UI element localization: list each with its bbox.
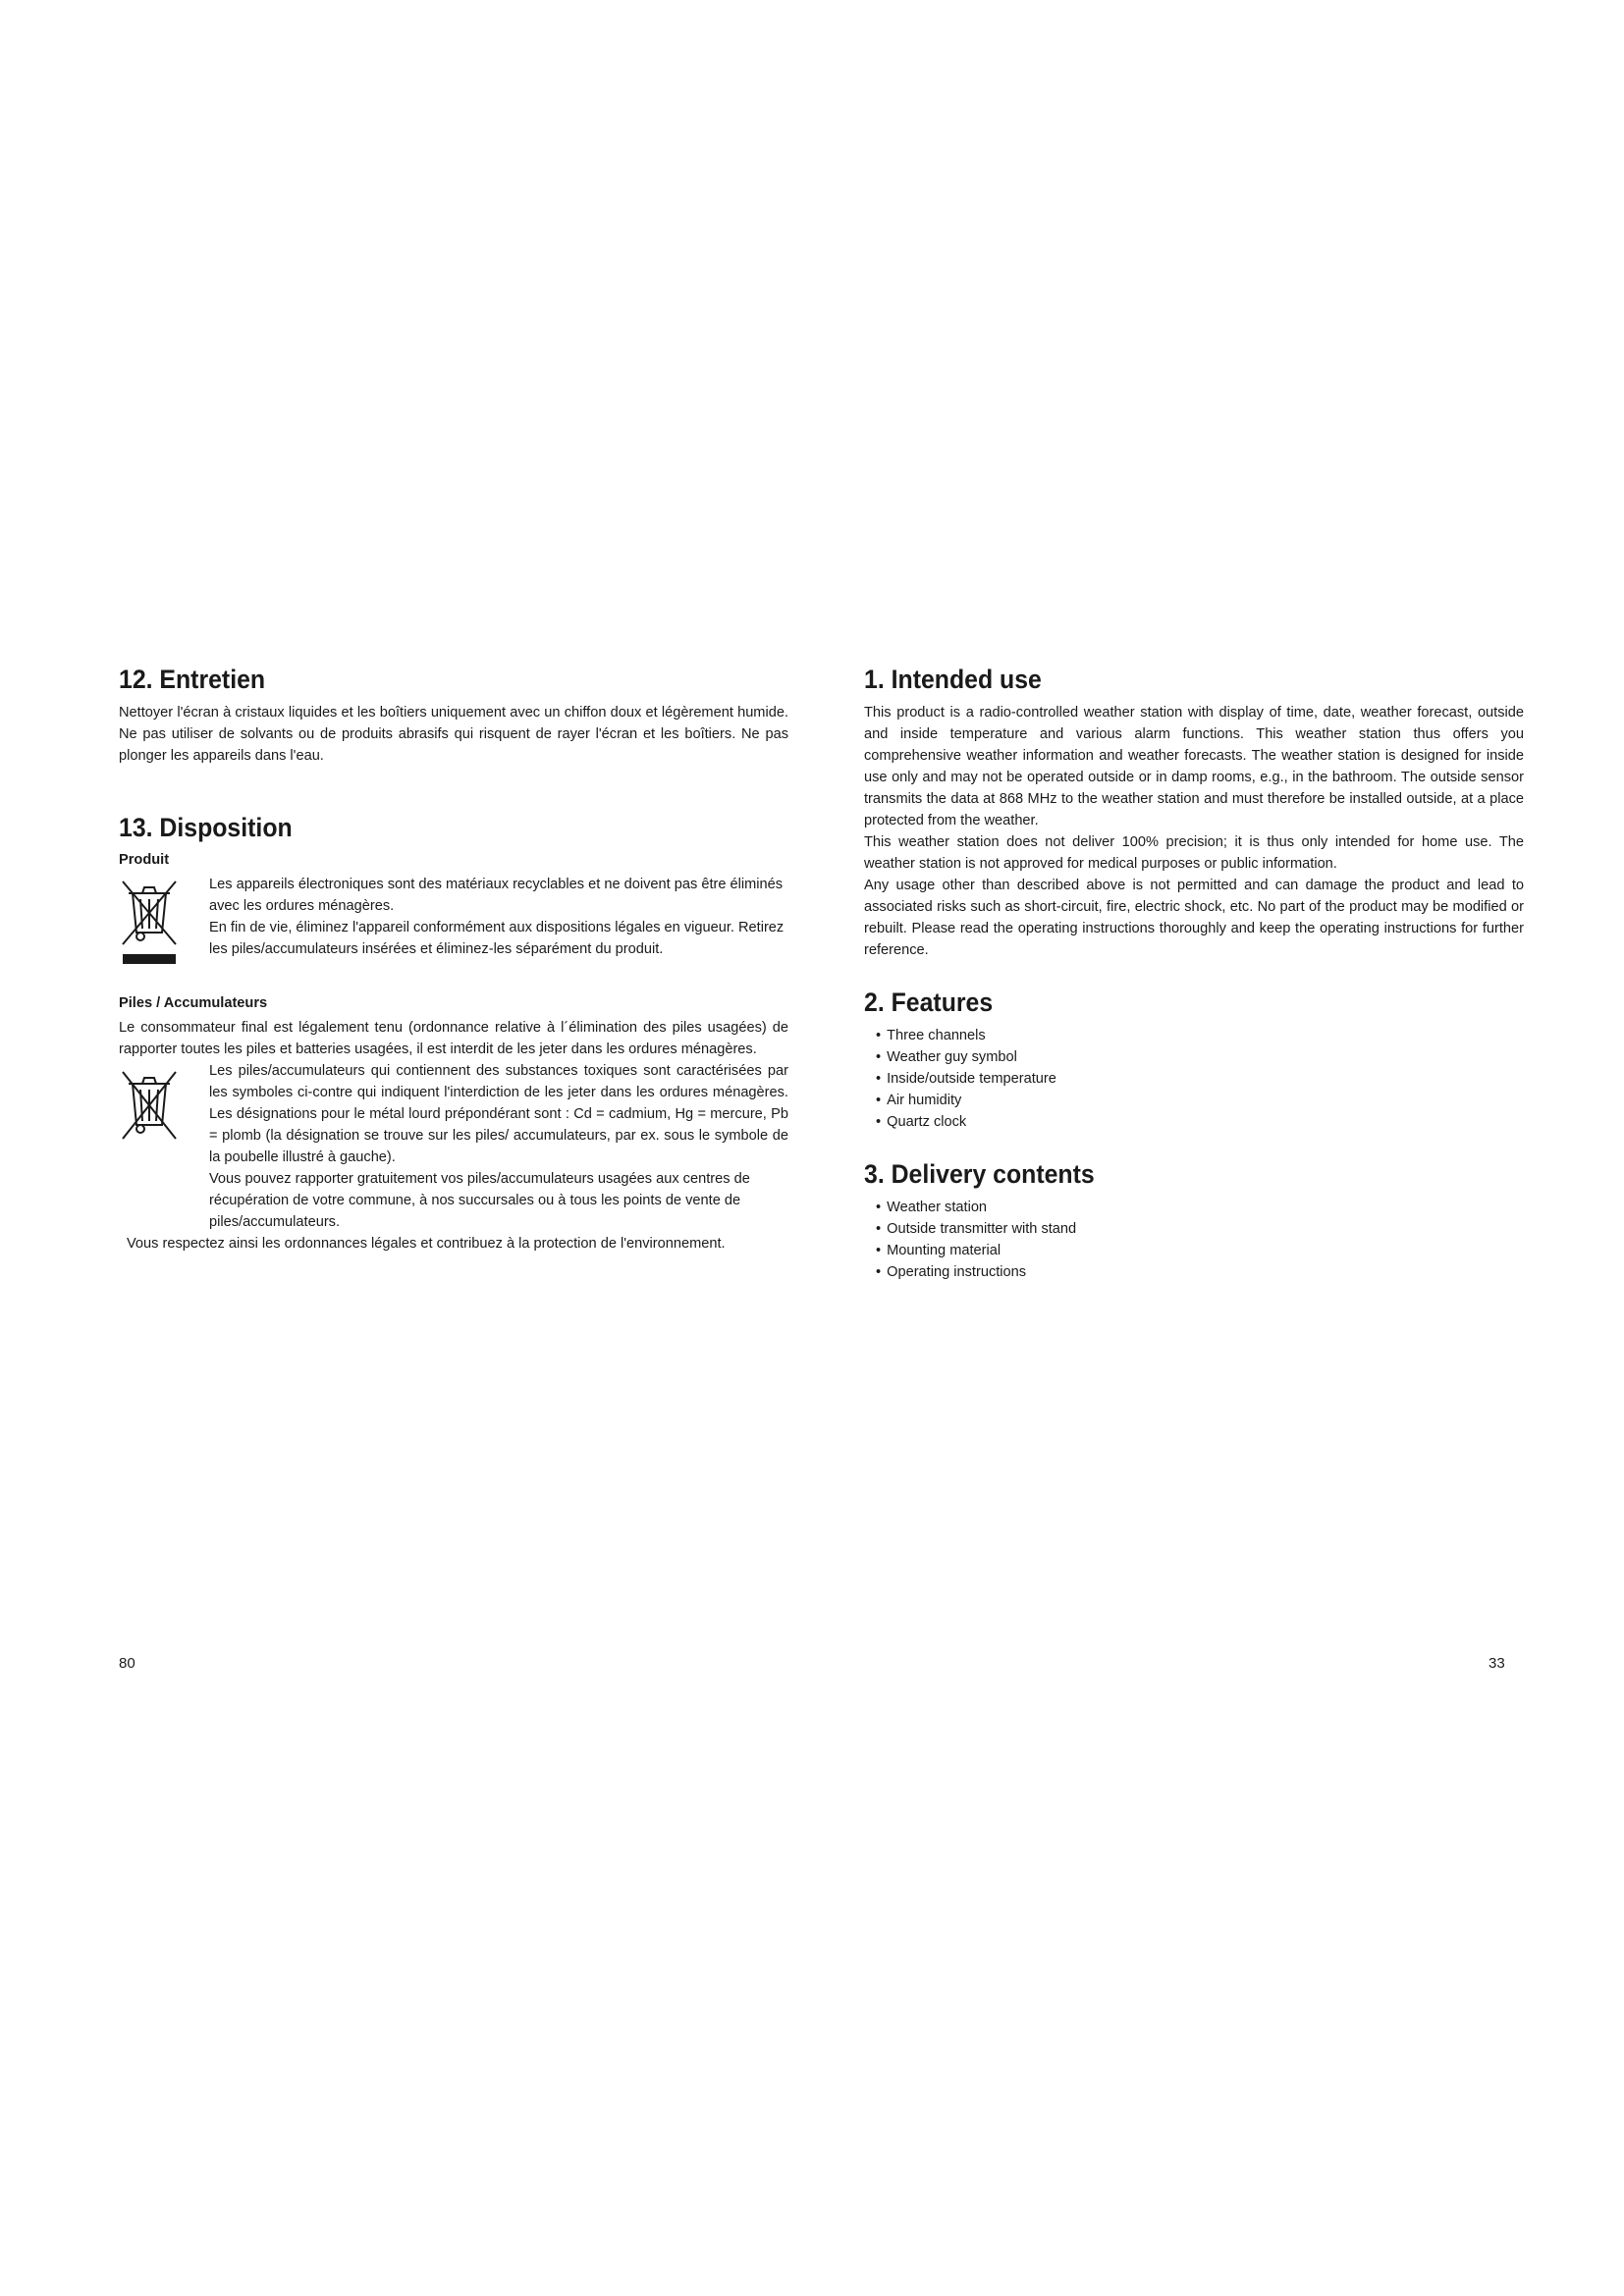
intended-use-text-3: Any usage other than described above is not permitted and can damage the product and lead to associated risks such as short-circuit, fire, electric shock, etc. No part of the product may be modified or rebuilt. Please read the operating instructions thoroughly and keep the operating instructions for further reference. (864, 878, 1524, 958)
delivery-title: 3. Delivery contents (864, 1159, 1095, 1189)
delivery-list (876, 1197, 1524, 1283)
intended-use-title: 1. Intended use (864, 665, 1042, 694)
batteries-text-1: Le consommateur final est légalement tenu (ordonnance relative à l´élimination des piles usagées) de rapporter toutes les piles et batteries usagées, il est interdit de les jeter dans les ordures ménagères. (119, 1020, 788, 1057)
features-title: 2. Features (864, 988, 994, 1017)
page-number-right: 33 (1489, 1655, 1505, 1672)
list-item: • Three channels (876, 1025, 1524, 1046)
closing-text: Vous respectez ainsi les ordonnances légales et contribuez à la protection de l'environnement. (127, 1236, 726, 1252)
list-item: • Outside transmitter with stand (876, 1218, 1524, 1240)
disposition-title: 13. Disposition (119, 813, 293, 842)
list-item: • Weather guy symbol (876, 1046, 1524, 1068)
features-list (876, 1025, 1524, 1133)
product-text-2: En fin de vie, éliminez l'appareil conformément aux dispositions légales en vigueur. Retirez les piles/accumulateurs insérées et éliminez-les séparément du produit. (209, 920, 785, 957)
batteries-text-2: Les piles/accumulateurs qui contiennent des substances toxiques sont caractérisées par les symboles ci-contre qui indiquent l'interdiction de les jeter dans les ordures ménagères. Les désignations pour le métal lourd prépondérant sont : Cd = cadmium, Hg = mercure, Pb = plomb (la désignation se trouve sur les piles/ accumulateurs, par ex. sous le symbole de la poubelle illustré à gauche). (209, 1063, 788, 1165)
maintenance-text: Nettoyer l'écran à cristaux liquides et les boîtiers uniquement avec un chiffon doux et légèrement humide. Ne pas utiliser de solvants ou de produits abrasifs qui risquent de rayer l'écran et les boîtiers. Ne pas plonger les appareils dans l'eau. (119, 705, 788, 764)
intended-use-text-2: This weather station does not deliver 100% precision; it is thus only intended for home use. The weather station is not approved for medical purposes or public information. (864, 834, 1524, 872)
batteries-text-3: Vous pouvez rapporter gratuitement vos piles/accumulateurs usagées aux centres de récupération de votre commune, à nos succursales ou à tous les points de vente de piles/accumulateurs. (209, 1171, 750, 1230)
list-item: • Mounting material (876, 1240, 1524, 1261)
left-page (119, 664, 788, 1255)
list-item: • Quartz clock (876, 1111, 1524, 1133)
list-item: • Inside/outside temperature (876, 1068, 1524, 1090)
batteries-disposal-block (119, 1060, 788, 1233)
product-text-1: Les appareils électroniques sont des matériaux recyclables et ne doivent pas être éliminés avec les ordures ménagères. (209, 877, 784, 914)
page-number-left: 80 (119, 1655, 135, 1672)
product-disposal-block (119, 874, 788, 968)
right-page (864, 664, 1524, 1283)
list-item: • Air humidity (876, 1090, 1524, 1111)
product-heading: Produit (119, 852, 170, 868)
maintenance-title: 12. Entretien (119, 665, 266, 694)
weee-crossed-bin-with-bar-icon (119, 878, 180, 966)
list-item: • Operating instructions (876, 1261, 1524, 1283)
intended-use-text-1: This product is a radio-controlled weather station with display of time, date, weather forecast, outside and inside temperature and various alarm functions. This weather station thus offers you comprehensive weather information and weather forecasts. The weather station is designed for inside use only and may not be operated outside or in damp rooms, e.g., in the bathroom. The outside sensor transmits the data at 868 MHz to the weather station and must therefore be installed outside, at a place protected from the weather. (864, 705, 1524, 828)
weee-crossed-bin-icon (119, 1064, 180, 1152)
list-item: • Weather station (876, 1197, 1524, 1218)
batteries-heading: Piles / Accumulateurs (119, 995, 268, 1011)
